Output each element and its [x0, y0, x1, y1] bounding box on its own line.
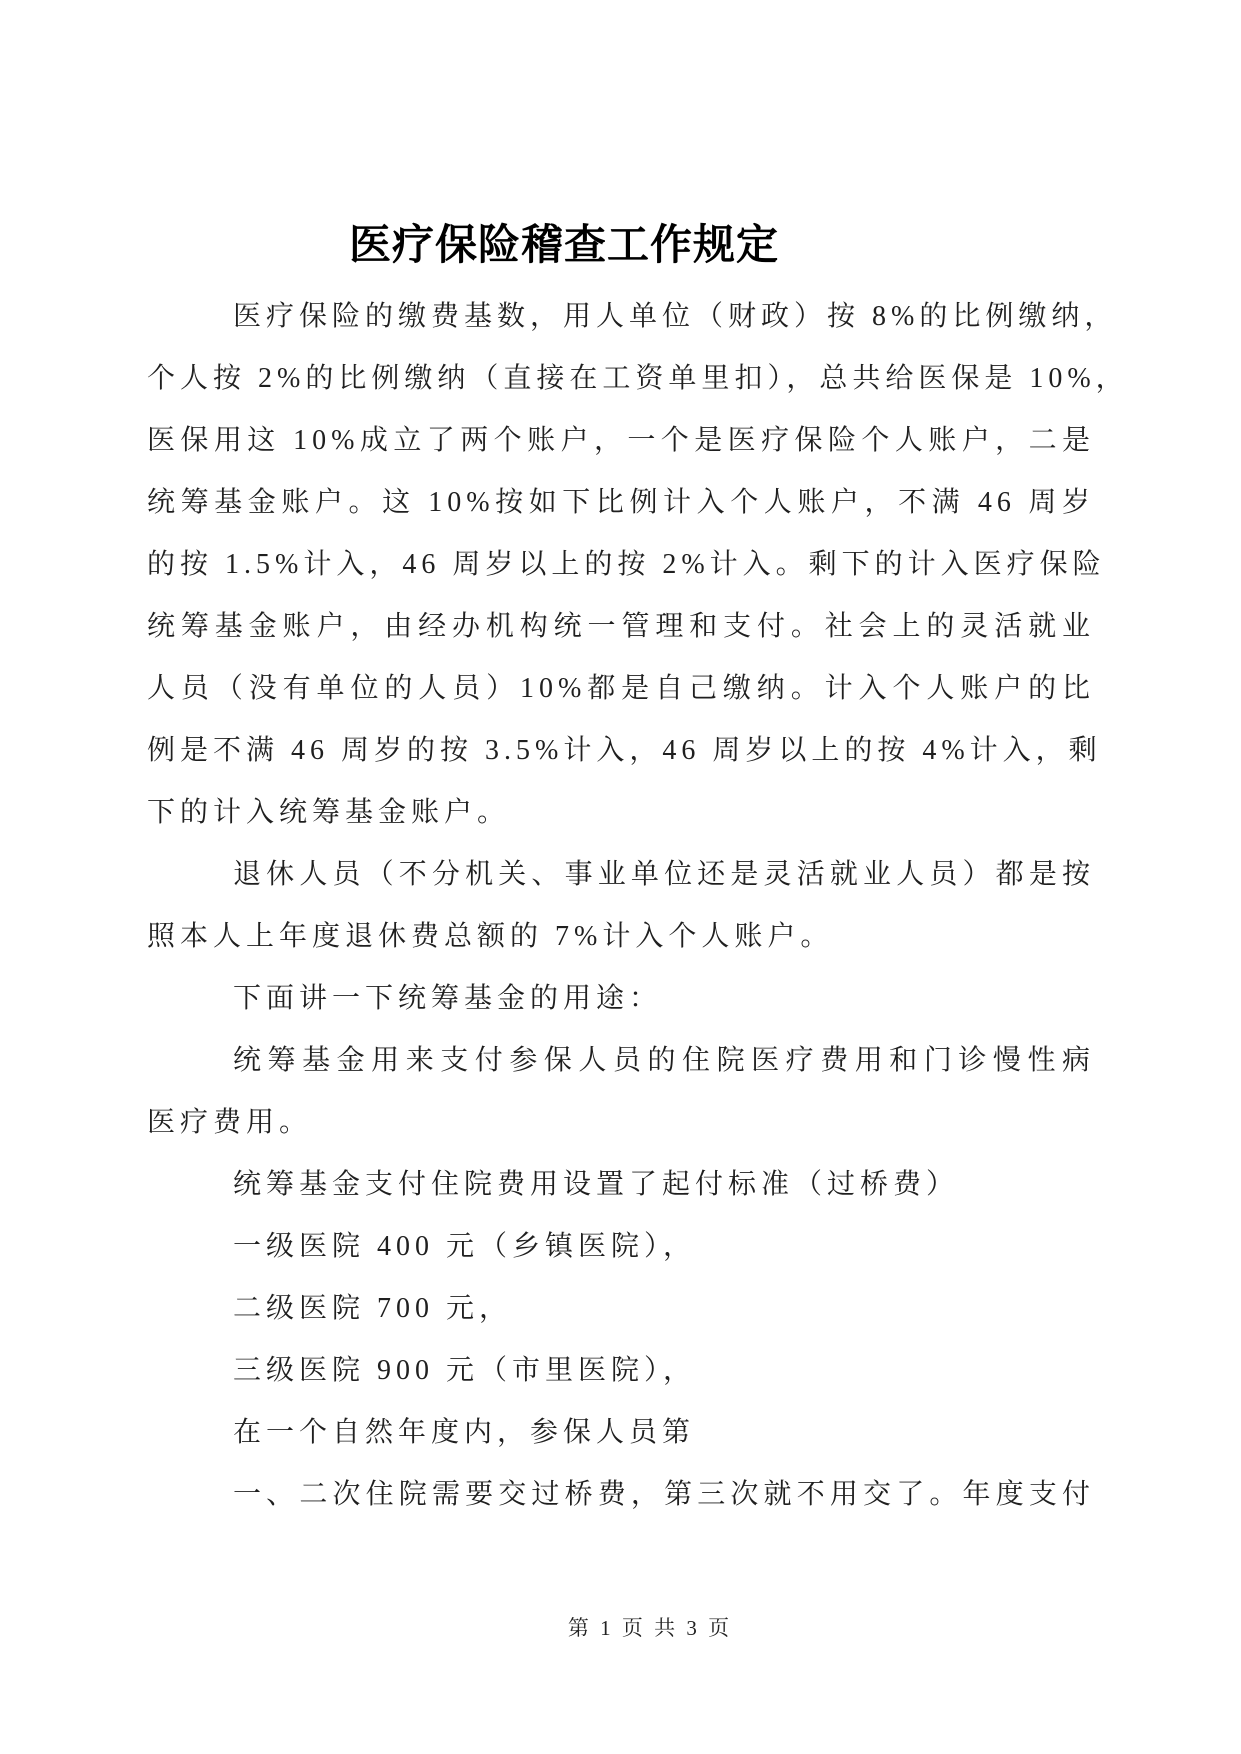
- text-line: 三级医院 900 元（市里医院），: [233, 1355, 697, 1386]
- text-line: 医疗保险的缴费基数，用人单位（财政）按 8%的比例缴纳，: [233, 301, 1118, 332]
- text-line: 的按 1.5%计入，46 周岁以上的按 2%计入。剩下的计入医疗保险: [147, 549, 1106, 580]
- page-number-label: 第 1 页 共 3 页: [567, 1616, 733, 1640]
- text-line: 人员（没有单位的人员）10%都是自己缴纳。计入个人账户的比: [147, 673, 1095, 704]
- text-line: 统筹基金支付住院费用设置了起付标准（过桥费）: [233, 1169, 960, 1200]
- text-line: 统筹基金账户，由经办机构统一管理和支付。社会上的灵活就业: [147, 611, 1095, 642]
- text-line: 个人按 2%的比例缴纳（直接在工资单里扣），总共给医保是 10%，: [147, 363, 1129, 394]
- text-line: 照本人上年度退休费总额的 7%计入个人账户。: [147, 921, 834, 952]
- text-line: 二级医院 700 元，: [233, 1293, 513, 1324]
- document-title: 医疗保险稽查工作规定: [348, 223, 779, 269]
- text-line: 下面讲一下统筹基金的用途：: [233, 983, 663, 1014]
- text-line: 统筹基金账户。这 10%按如下比例计入个人账户，不满 46 周岁: [147, 487, 1095, 518]
- document-body: [147, 286, 1129, 1526]
- page-footer: [176, 1608, 1124, 1648]
- text-line: 一、二次住院需要交过桥费，第三次就不用交了。年度支付: [233, 1479, 1095, 1510]
- text-line: 退休人员（不分机关、事业单位还是灵活就业人员）都是按: [233, 859, 1095, 890]
- text-line: 统筹基金用来支付参保人员的住院医疗费用和门诊慢性病: [233, 1045, 1095, 1076]
- text-line: 医疗费用。: [147, 1107, 313, 1138]
- text-line: 例是不满 46 周岁的按 3.5%计入，46 周岁以上的按 4%计入，剩: [147, 735, 1102, 766]
- text-line: 下的计入统筹基金账户。: [147, 797, 511, 828]
- text-line: 一级医院 400 元（乡镇医院），: [233, 1231, 697, 1262]
- text-line: 医保用这 10%成立了两个账户，一个是医疗保险个人账户，二是: [147, 425, 1095, 456]
- text-line: 在一个自然年度内，参保人员第: [233, 1417, 696, 1448]
